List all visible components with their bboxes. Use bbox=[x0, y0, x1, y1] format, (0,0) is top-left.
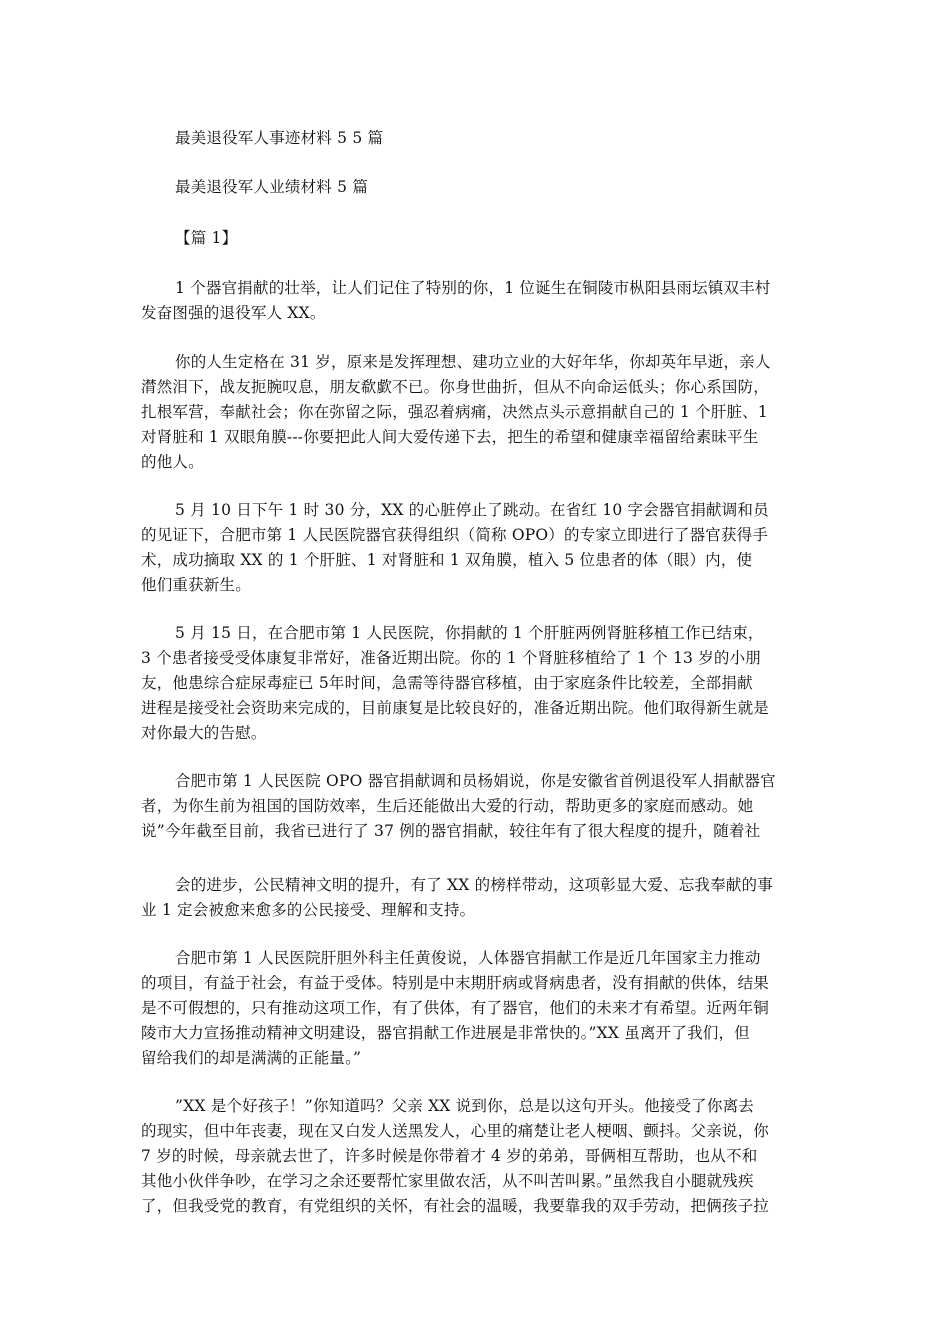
paragraph-line: 的项目，有益于社会，有益于受体。特别是中末期肝病或肾病患者，没有捐献的供体，结果 bbox=[141, 974, 770, 992]
paragraph-line: 对肾脏和 1 双眼角膜---你要把此人间大爱传递下去，把生的希望和健康幸福留给素昧平生 bbox=[141, 428, 759, 446]
paragraph-line: 会的进步，公民精神文明的提升，有了 XX 的榜样带动，这项彰显大爱、忘我奉献的事 bbox=[175, 876, 773, 894]
paragraph-line: 进程是接受社会资助来完成的，目前康复是比较良好的，准备近期出院。他们取得新生就是 bbox=[141, 699, 770, 717]
paragraph-line: 对你最大的告慰。 bbox=[141, 724, 267, 742]
paragraph-line: 是不可假想的，只有推动这项工作，有了供体，有了器官，他们的未来才有希望。近两年铜 bbox=[141, 999, 770, 1017]
paragraph-line: 他们重获新生。 bbox=[141, 576, 251, 594]
paragraph-line: 合肥市第 1 人民医院 OPO 器官捐献调和员杨娟说，你是安徽省首例退役军人捐献器官 bbox=[175, 772, 776, 790]
paragraph-line: 业 1 定会被愈来愈多的公民接受、理解和支持。 bbox=[141, 901, 476, 919]
paragraph-line: 合肥市第 1 人民医院肝胆外科主任黄俊说，人体器官捐献工作是近几年国家主力推动 bbox=[175, 949, 761, 967]
paragraph-line: 5 月 15 日，在合肥市第 1 人民医院，你捐献的 1 个肝脏两例肾脏移植工作已结束， bbox=[175, 624, 764, 642]
document-title: 最美退役军人事迹材料 5 5 篇 bbox=[175, 129, 384, 147]
paragraph-line: 了，但我受党的教育，有党组织的关怀，有社会的温暖，我要靠我的双手劳动，把俩孩子拉 bbox=[141, 1197, 770, 1215]
paragraph-line: 留给我们的却是满满的正能量。” bbox=[141, 1049, 362, 1067]
paragraph-line: 1 个器官捐献的壮举，让人们记住了特别的你，1 位诞生在铜陵市枞阳县雨坛镇双丰村 bbox=[175, 279, 771, 297]
paragraph-line: 5 月 10 日下午 1 时 30 分，XX 的心脏停止了跳动。在省红 10 字会器官捐献调和员 bbox=[175, 501, 769, 519]
paragraph-line: 者，为你生前为祖国的国防效率，生后还能做出大爱的行动，帮助更多的家庭而感动。她 bbox=[141, 797, 754, 815]
paragraph-line: 的现实，但中年丧妻，现在又白发人送黑发人，心里的痛楚让老人梗咽、颤抖。父亲说，你 bbox=[141, 1122, 770, 1140]
paragraph-line: 的见证下，合肥市第 1 人民医院器官获得组织（简称 OPO）的专家立即进行了器官获得手 bbox=[141, 526, 769, 544]
paragraph-line: 扎根军营，奉献社会；你在弥留之际，强忍着病痛，决然点头示意捐献自己的 1 个肝脏、1 bbox=[141, 403, 768, 421]
paragraph-line: 其他小伙伴争吵，在学习之余还要帮忙家里做农活，从不叫苦叫累。”虽然我自小腿就残疾 bbox=[141, 1172, 754, 1190]
paragraph-line: 陵市大力宣扬推动精神文明建设，器官捐献工作进展是非常快的。”XX 虽离开了我们，但 bbox=[141, 1024, 750, 1042]
paragraph-line: 3 个患者接受受体康复非常好，准备近期出院。你的 1 个肾脏移植给了 1 个 13 岁的小朋 bbox=[141, 649, 761, 667]
paragraph-line: 7 岁的时候，母亲就去世了，许多时候是你带着才 4 岁的弟弟，哥俩相互帮助，也从不和 bbox=[141, 1147, 758, 1165]
paragraph-line: 发奋图强的退役军人 XX。 bbox=[141, 304, 326, 322]
document-subtitle: 最美退役军人业绩材料 5 篇 bbox=[175, 178, 369, 196]
paragraph-line: 友，他患综合症尿毒症已 5年时间，急需等待器官移植，由于家庭条件比较差，全部捐献 bbox=[141, 674, 753, 692]
paragraph-line: 你的人生定格在 31 岁，原来是发挥理想、建功立业的大好年华，你却英年早逝，亲人 bbox=[175, 353, 771, 371]
paragraph-line: ”XX 是个好孩子！”你知道吗？父亲 XX 说到你，总是以这句开头。他接受了你离去 bbox=[175, 1097, 754, 1115]
paragraph-line: 说”今年截至目前，我省已进行了 37 例的器官捐献，较往年有了很大程度的提升，随着社 bbox=[141, 822, 761, 840]
paragraph-line: 潸然泪下，战友扼腕叹息，朋友欷歔不已。你身世曲折，但从不向命运低头；你心系国防， bbox=[141, 378, 770, 396]
paragraph-line: 术，成功摘取 XX 的 1 个肝脏、1 对肾脏和 1 双角膜，植入 5 位患者的体（眼）内，使 bbox=[141, 551, 753, 569]
paragraph-line: 的他人。 bbox=[141, 453, 204, 471]
section-heading: 【篇 1】 bbox=[175, 229, 238, 247]
